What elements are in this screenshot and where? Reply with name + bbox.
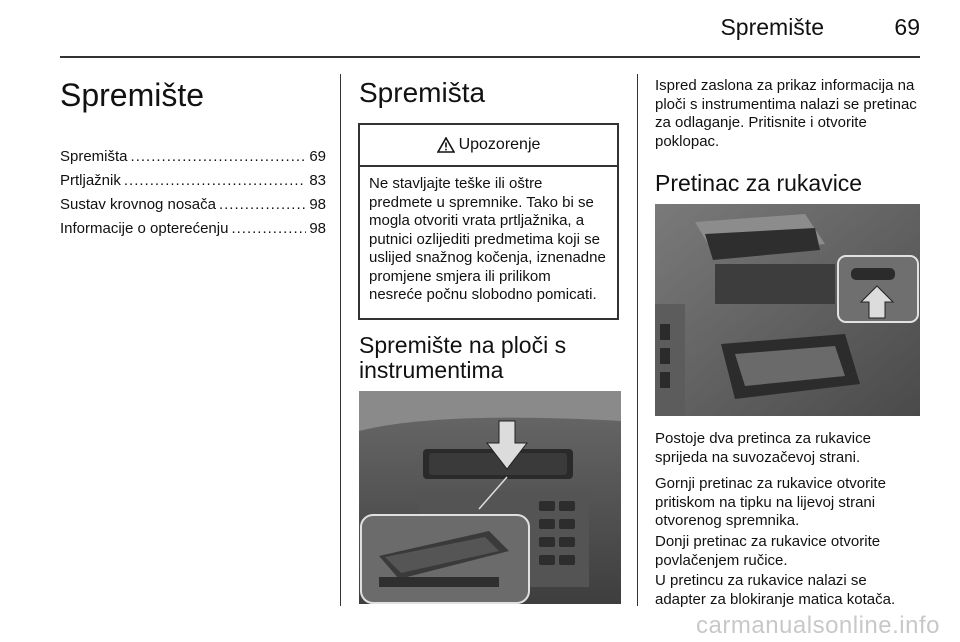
toc-entry[interactable]: [60, 172, 326, 196]
body-paragraph: Gornji pretinac za rukavice otvorite pritiskom na tipku na lijevoj strani otvorenog spremnika.: [655, 475, 886, 529]
toc-entry-page: 83: [309, 172, 326, 189]
warning-header: [360, 125, 617, 167]
subsection-title: Spremište na ploči s instrumentima: [359, 332, 567, 383]
toc-leader: [219, 196, 306, 213]
header-divider: [60, 56, 920, 58]
subsection-title: Pretinac za rukavice: [655, 170, 863, 196]
toc-entry-page: 98: [309, 220, 326, 237]
body-paragraph: Donji pretinac za rukavice otvorite povlačenjem ručice.: [655, 533, 881, 569]
intro-paragraph: Ispred zaslona za prikaz informacija na ploči s instrumentima nalazi se pretinac za odlaganje. Pritisnite i otvorite poklopac.: [655, 77, 917, 150]
toc-entry[interactable]: [60, 196, 326, 220]
column-divider: [637, 74, 638, 606]
body-paragraph: U pretincu za rukavice nalazi se adapter za blokiranje matica kotača.: [655, 572, 896, 608]
page-number: 69: [894, 14, 920, 40]
toc-entry-label: Informacije o opterećenju: [60, 220, 229, 237]
toc-entry[interactable]: [60, 220, 326, 244]
toc-entry-label: Spremišta: [60, 148, 128, 165]
toc-leader: [231, 220, 306, 237]
dashboard-storage-illustration: [359, 391, 621, 604]
running-header-title: Spremište: [720, 14, 824, 40]
toc-entry[interactable]: [60, 148, 326, 172]
toc-entry-label: Prtljažnik: [60, 172, 121, 189]
warning-triangle-icon: [437, 137, 455, 153]
warning-heading: Upozorenje: [458, 136, 541, 153]
glovebox-illustration: [655, 204, 920, 416]
watermark: carmanualsonline.info: [696, 612, 940, 639]
chapter-title: Spremište: [60, 77, 205, 113]
warning-text: Ne stavljajte teške ili oštre predmete u spremnike. Tako bi se mogla otvoriti vrata prtljažnika, a putnici ozlijediti predmetima koji se uslijed snažnog kočenja, iznenadne promjene smjera ili prilikom nesreće počnu slobodno pomicati.: [369, 175, 606, 303]
toc-entry-page: 98: [309, 196, 326, 213]
section-title: Spremišta: [359, 77, 486, 108]
toc-leader: [124, 172, 306, 189]
body-paragraph: Postoje dva pretinca za rukavice sprijeda na suvozačevoj strani.: [655, 430, 871, 466]
toc-entry-label: Sustav krovnog nosača: [60, 196, 216, 213]
table-of-contents: [60, 148, 326, 244]
toc-leader: [131, 148, 307, 165]
warning-box: [358, 123, 619, 320]
column-divider: [340, 74, 341, 606]
toc-entry-page: 69: [309, 148, 326, 165]
